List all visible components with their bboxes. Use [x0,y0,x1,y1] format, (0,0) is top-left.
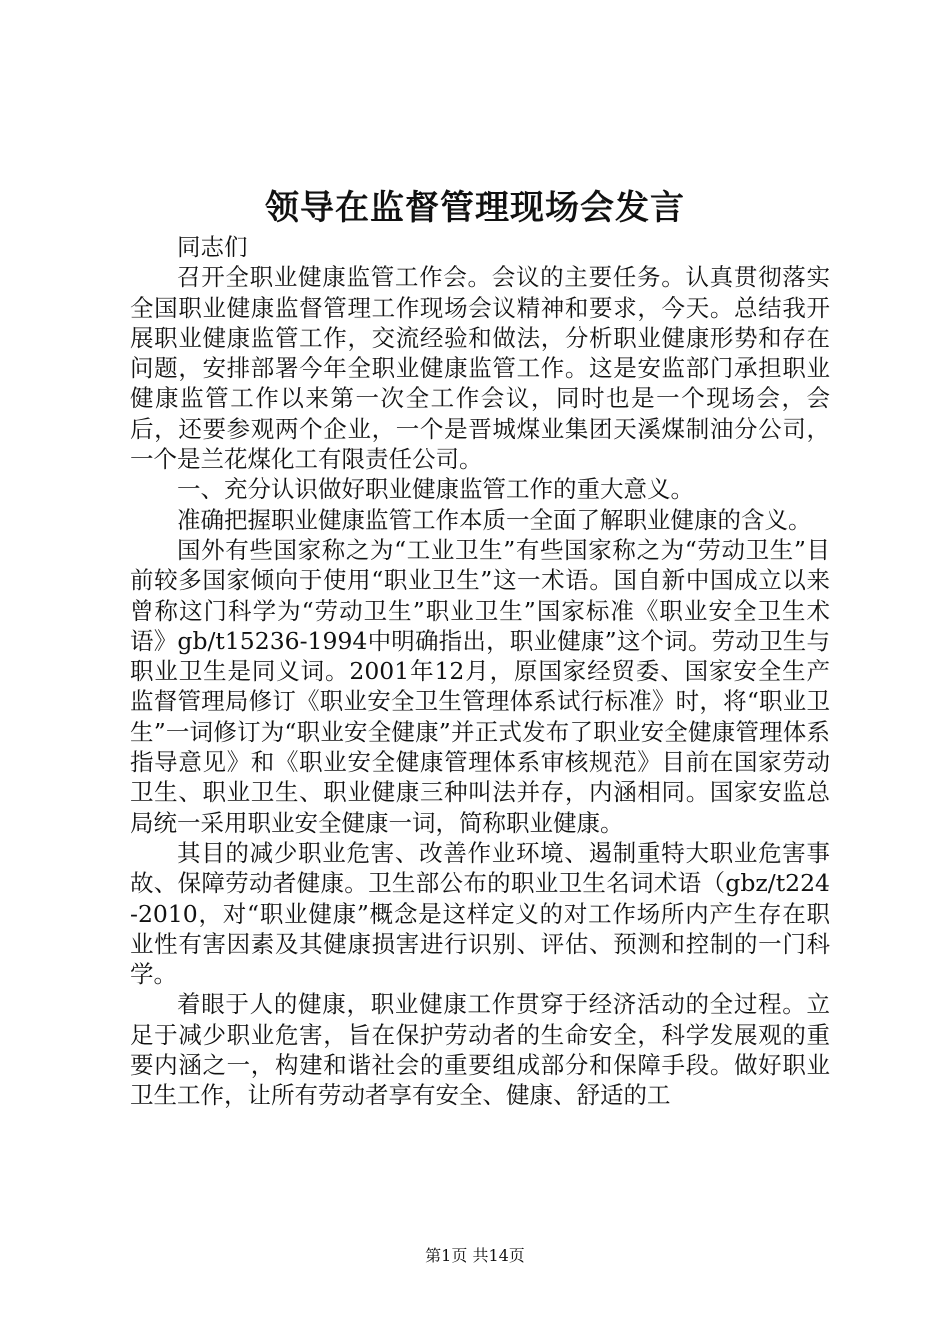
section-heading: 一、充分认识做好职业健康监管工作的重大意义。 [177,475,694,504]
paragraph-purpose: 其目的减少职业危害、改善作业环境、遏制重特大职业危害事故、保障劳动者健康。卫生部公布的职业卫生名词术语（gbz/t224-2010，对“职业健康”概念是这样定义的对工作场所内产生存在职业性有害因素及其健康损害进行识别、评估、预测和控制的一门科学。 [130,838,830,989]
paragraph-terminology: 国外有些国家称之为“工业卫生”有些国家称之为“劳动卫生”目前较多国家倾向于使用“职业卫生”这一术语。国自新中国成立以来曾称这门科学为“劳动卫生”职业卫生”国家标准《职业安全卫生术语》gb/t15236-1994中明确指出，职业健康”这个词。劳动卫生与职业卫生是同义词。2001年12月，原国家经贸委、国家安全生产监督管理局修订《职业安全卫生管理体系试行标准》时，将“职业卫生”一词修订为“职业安全健康”并正式发布了职业安全健康管理体系指导意见》和《职业安全健康管理体系审核规范》目前在国家劳动卫生、职业卫生、职业健康三种叫法并存，内涵相同。国家安监总局统一采用职业安全健康一词，简称职业健康。 [130,535,830,837]
paragraph-meeting-intro: 召开全职业健康监管工作会。会议的主要任务。认真贯彻落实全国职业健康监督管理工作现场会议精神和要求，今天。总结我开展职业健康监管工作，交流经验和做法，分析职业健康形势和存在问题，安排部署今年全职业健康监管工作。这是安监部门承担职业健康监管工作以来第一次全工作会议，同时也是一个现场会，会后，还要参观两个企业，一个是晋城煤业集团天溪煤制油分公司，一个是兰花煤化工有限责任公司。 [130,263,830,474]
document-title: 领导在监督管理现场会发言 [265,188,685,228]
page-footer: 第1页 共14页 [425,1246,525,1265]
document-body [130,232,830,1111]
paragraph-definition-lead: 准确把握职业健康监管工作本质一全面了解职业健康的含义。 [177,505,812,534]
paragraph-salutation: 同志们 [177,233,248,261]
paragraph-health-focus: 着眼于人的健康，职业健康工作贯穿于经济活动的全过程。立足于减少职业危害，旨在保护劳动者的生命安全，科学发展观的重要内涵之一，构建和谐社会的重要组成部分和保障手段。做好职业卫生工作，让所有劳动者享有安全、健康、舒适的工 [130,990,830,1110]
